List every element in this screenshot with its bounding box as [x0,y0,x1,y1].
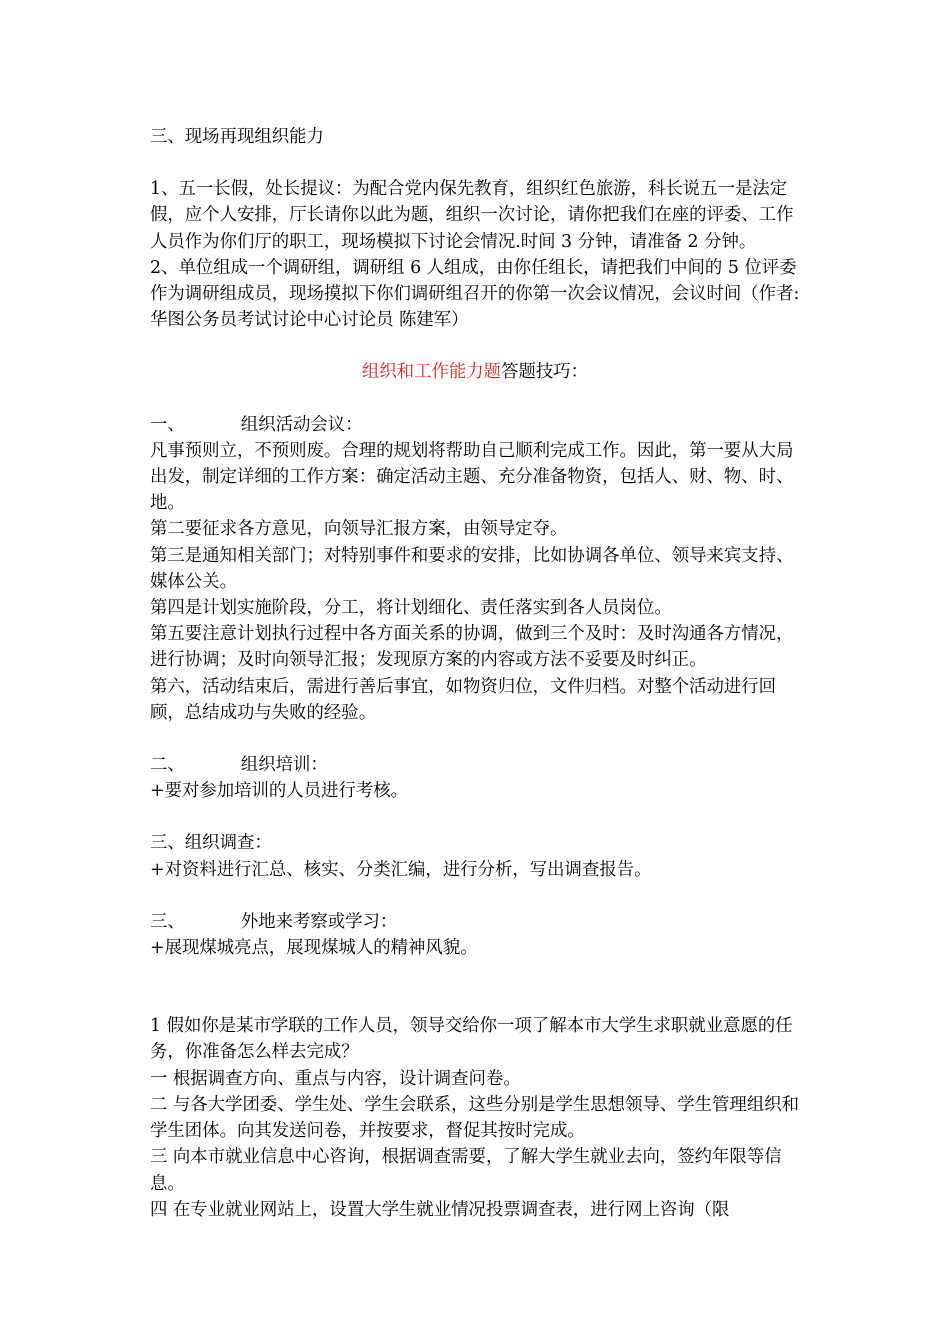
section-2-number: 二、 [150,755,185,776]
question-2: 2、单位组成一个调研组，调研组 6 人组成，由你任组长，请把我们中间的 5 位评委作为调研组成员，现场摸拟下你们调研组召开的你第一次会议情况，会议时间（作者:华图公务员考试讨论中心讨论员 陈建军） [150,257,800,331]
section-2-heading [150,752,800,778]
case-line: 四 在专业就业网站上，设置大学生就业情况投票调查表，进行网上咨询（限 [150,1199,730,1220]
section-1-heading [150,412,800,438]
section-title: 三、现场再现组织能力 [150,127,324,147]
section-1-line: 第五要注意计划执行过程中各方面关系的协调，做到三个及时：及时沟通各方情况，进行协调；及时向领导汇报；发现原方案的内容或方法不妥要及时纠正。 [150,624,794,671]
document-body [150,124,800,1223]
section-1-title: 组织活动会议： [240,414,363,435]
case-line: 一 根据调查方向、重点与内容，设计调查问卷。 [150,1068,521,1089]
section-4-heading [150,909,800,935]
question-1: 1、五一长假，处长提议：为配合党内保先教育，组织红色旅游，科长说五一是法定假，应个人安排，厅长请你以此为题，组织一次讨论，请你把我们在座的评委、工作人员作为你们厅的职工，现场模拟下讨论会情况.时间 3 分钟，请准备 2 分钟。 [150,179,794,252]
section-1-number: 一、 [150,414,185,435]
spacer [150,150,800,176]
section-4-line: +展现煤城亮点，展现煤城人的精神风貌。 [150,938,478,959]
section-2-line: +要对参加培训的人员进行考核。 [150,781,409,802]
section-4-title: 外地来考察或学习： [240,911,398,932]
section-4-number: 三、 [150,911,185,932]
case-question: 1 假如你是某市学联的工作人员，领导交给你一项了解本市大学生求职就业意愿的任务，你准备怎么样去完成？ [150,1016,793,1063]
spacer [150,804,800,830]
section-1-line: 第四是计划实施阶段，分工，将计划细化、责任落实到各人员岗位。 [150,598,672,619]
section-2-title: 组织培训： [240,755,328,776]
case-line: 三 向本市就业信息中心咨询，根据调查需要，了解大学生就业去向，签约年限等信息。 [150,1147,782,1194]
case-line: 二 与各大学团委、学生处、学生会联系，这些分别是学生思想领导、学生管理组织和学生团体。向其发送问卷，并按要求，督促其按时完成。 [150,1094,799,1142]
section-3-line: +对资料进行汇总、核实、分类汇编，进行分析，写出调查报告。 [150,859,652,880]
spacer [150,333,800,359]
spacer [150,386,800,412]
section-3-heading: 三、组织调查： [150,833,272,854]
tips-heading-red: 组织和工作能力题 [361,362,502,383]
section-1-line: 凡事预则立，不预则废。合理的规划将帮助自己顺利完成工作。因此，第一要从大局出发，制定详细的工作方案：确定活动主题、充分准备物资，包括人、财、物、时、地。 [150,440,794,514]
spacer [150,726,800,752]
section-1-line: 第六，活动结束后，需进行善后事宜，如物资归位，文件归档。对整个活动进行回顾，总结成功与失败的经验。 [150,676,777,723]
tips-heading-black: 答题技巧： [501,362,589,383]
spacer [150,883,800,909]
spacer [150,961,800,1013]
section-1-line: 第二要征求各方意见，向领导汇报方案，由领导定夺。 [150,519,568,540]
section-1-line: 第三是通知相关部门；对特别事件和要求的安排，比如协调各单位、领导来宾支持、媒体公关。 [150,545,794,592]
tips-heading [150,359,800,385]
